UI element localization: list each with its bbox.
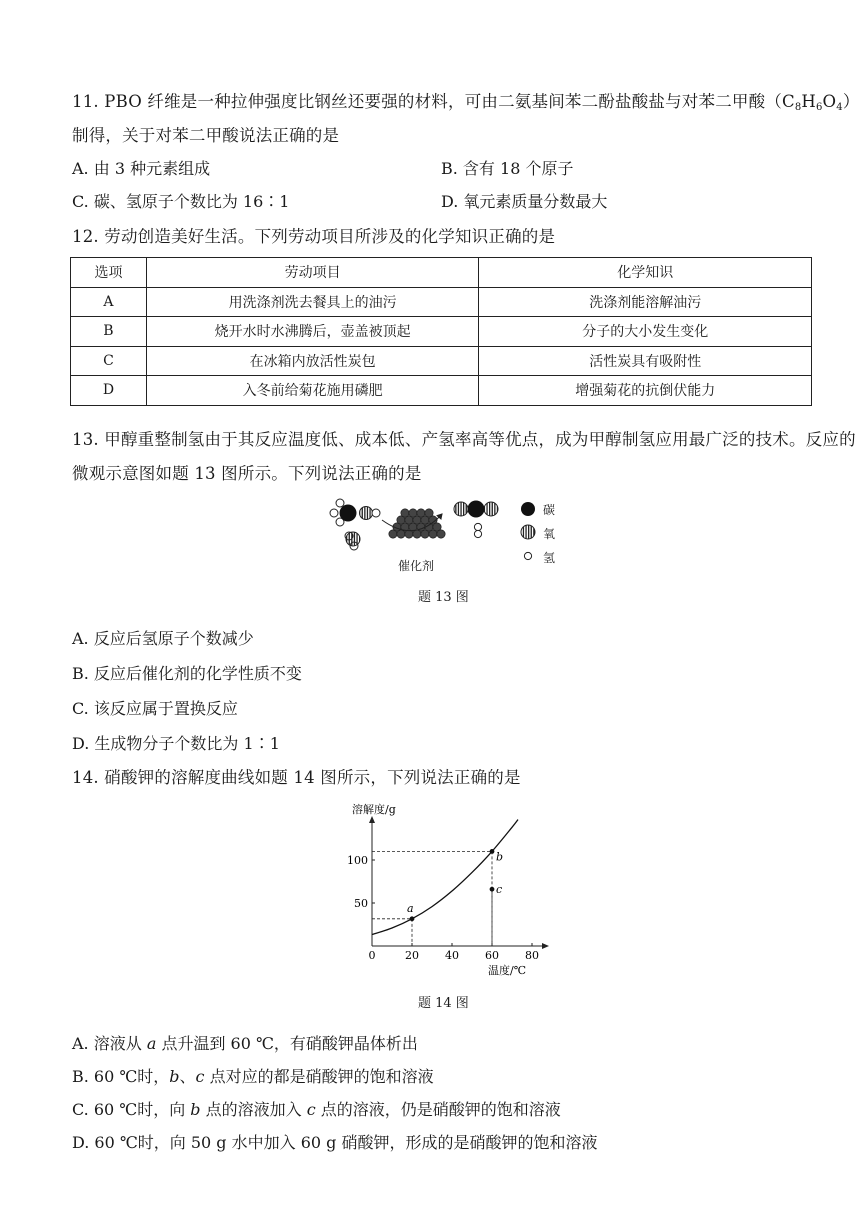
- table-header-cell: 劳动项目: [146, 258, 479, 288]
- data-point-c: [490, 887, 495, 892]
- table-row: [71, 346, 812, 376]
- point-c-ref: c: [306, 1100, 316, 1119]
- q14-option-d[interactable]: D. 60 ℃时，向 50 g 水中加入 60 g 硝酸钾，形成的是硝酸钾的饱和溶液: [72, 1133, 598, 1152]
- table-cell: 烧开水时水沸腾后，壶盖被顶起: [146, 317, 479, 347]
- table-cell: 在冰箱内放活性炭包: [146, 346, 479, 376]
- formula-c-subscript: 8: [794, 102, 802, 113]
- water-molecule-icon: [345, 532, 360, 550]
- q14-option-c[interactable]: [72, 1097, 561, 1120]
- data-point-label: a: [407, 901, 414, 915]
- table-header-row: [71, 258, 812, 288]
- formula-o-label: O: [822, 92, 837, 111]
- formula-h-subscript: 6: [815, 102, 823, 113]
- point-a-ref: a: [146, 1034, 157, 1053]
- q11-option-d[interactable]: D. 氧元素质量分数最大: [441, 192, 608, 211]
- option-text: B. 60 ℃时，: [72, 1067, 170, 1086]
- q13-option-c[interactable]: C. 该反应属于置换反应: [72, 699, 238, 718]
- point-b-ref: b: [169, 1067, 180, 1086]
- solubility-chart: [340, 793, 560, 983]
- y-tick-label: 50: [354, 897, 368, 910]
- oxygen-legend-icon: [521, 525, 535, 539]
- table-header-cell: 选项: [71, 258, 147, 288]
- x-tick-label: 80: [525, 949, 539, 962]
- option-text: C. 60 ℃时，向: [72, 1100, 191, 1119]
- table-cell: 活性炭具有吸附性: [479, 346, 812, 376]
- q13-stem-line2: 微观示意图如题 13 图所示。下列说法正确的是: [72, 464, 422, 483]
- q11-stem-line2: 制得，关于对苯二甲酸说法正确的是: [72, 126, 340, 145]
- data-point-a: [410, 916, 415, 921]
- y-axis-label: 溶解度/g: [352, 803, 396, 816]
- table-cell: 入冬前给菊花施用磷肥: [146, 376, 479, 406]
- table-row: [71, 376, 812, 406]
- q14-option-b[interactable]: [72, 1064, 434, 1087]
- q13-option-b[interactable]: B. 反应后催化剂的化学性质不变: [72, 664, 302, 683]
- table-row: [71, 287, 812, 317]
- option-text: 点升温到 60 ℃，有硝酸钾晶体析出: [156, 1034, 418, 1053]
- q11-stem-prefix: 11. PBO 纤维是一种拉伸强度比钢丝还要强的材料，可由二氨基间苯二酚盐酸盐与对苯二甲酸（C: [72, 92, 795, 111]
- table-cell: C: [71, 346, 147, 376]
- table-cell: 洗涤剂能溶解油污: [479, 287, 812, 317]
- table-cell: 用洗涤剂洗去餐具上的油污: [146, 287, 479, 317]
- y-tick-label: 100: [347, 854, 368, 867]
- solubility-curve: [372, 820, 518, 935]
- option-text: 点的溶液，仍是硝酸钾的饱和溶液: [315, 1100, 561, 1119]
- option-text: 点的溶液加入: [200, 1100, 307, 1119]
- q11-stem-line1: [72, 88, 860, 113]
- data-point-label: c: [496, 883, 503, 897]
- reaction-diagram: [320, 492, 570, 577]
- q13-option-a[interactable]: A. 反应后氢原子个数减少: [72, 629, 254, 648]
- point-c-ref: c: [195, 1067, 205, 1086]
- catalyst-icon: [389, 509, 445, 538]
- co2-molecule-icon: [454, 501, 498, 518]
- carbon-legend-icon: [521, 502, 535, 516]
- q11-option-b[interactable]: B. 含有 18 个原子: [441, 159, 574, 178]
- data-point-b: [490, 849, 495, 854]
- table-header-cell: 化学知识: [479, 258, 812, 288]
- q14-stem: 14. 硝酸钾的溶解度曲线如题 14 图所示，下列说法正确的是: [72, 768, 521, 787]
- x-tick-label: 0: [368, 949, 376, 962]
- x-axis-label: 温度/℃: [488, 964, 527, 977]
- table-cell: D: [71, 376, 147, 406]
- table-cell: A: [71, 287, 147, 317]
- formula-o-subscript: 4: [836, 102, 843, 113]
- figure13-caption: 题 13 图: [418, 590, 469, 605]
- option-text: 点对应的都是硝酸钾的饱和溶液: [204, 1067, 434, 1086]
- table-cell: 分子的大小发生变化: [479, 317, 812, 347]
- methanol-molecule-icon: [330, 499, 380, 526]
- q12-stem: 12. 劳动创造美好生活。下列劳动项目所涉及的化学知识正确的是: [72, 227, 556, 246]
- q13-option-d[interactable]: D. 生成物分子个数比为 1∶1: [72, 734, 280, 753]
- catalyst-label: 催化剂: [398, 559, 435, 573]
- h2-molecule-icon: [474, 523, 481, 537]
- q11-option-a[interactable]: A. 由 3 种元素组成: [72, 159, 211, 178]
- option-text: A. 溶液从: [72, 1034, 147, 1053]
- q13-stem-line1: 13. 甲醇重整制氢由于其反应温度低、成本低、产氢率高等优点，成为甲醇制氢应用最广泛的技术。反应的: [72, 430, 856, 449]
- legend-carbon-label: 碳: [543, 503, 556, 517]
- x-tick-label: 60: [485, 949, 499, 962]
- option-text: 、: [179, 1067, 196, 1086]
- hydrogen-legend-icon: [524, 552, 531, 559]
- q11-option-c[interactable]: C. 碳、氢原子个数比为 16∶1: [72, 192, 290, 211]
- legend-oxygen-label: 氧: [543, 527, 556, 541]
- formula-h-label: H: [801, 92, 816, 111]
- labor-table: [70, 257, 812, 406]
- legend-hydrogen-label: 氢: [543, 551, 556, 565]
- table-cell: 增强菊花的抗倒伏能力: [479, 376, 812, 406]
- point-b-ref: b: [190, 1100, 201, 1119]
- table-row: [71, 317, 812, 347]
- figure14-caption: 题 14 图: [418, 996, 469, 1011]
- x-tick-label: 40: [445, 949, 459, 962]
- q11-stem-suffix: ）: [842, 92, 860, 111]
- q14-option-a[interactable]: [72, 1031, 418, 1054]
- x-tick-label: 20: [405, 949, 419, 962]
- data-point-label: b: [496, 850, 504, 864]
- table-cell: B: [71, 317, 147, 347]
